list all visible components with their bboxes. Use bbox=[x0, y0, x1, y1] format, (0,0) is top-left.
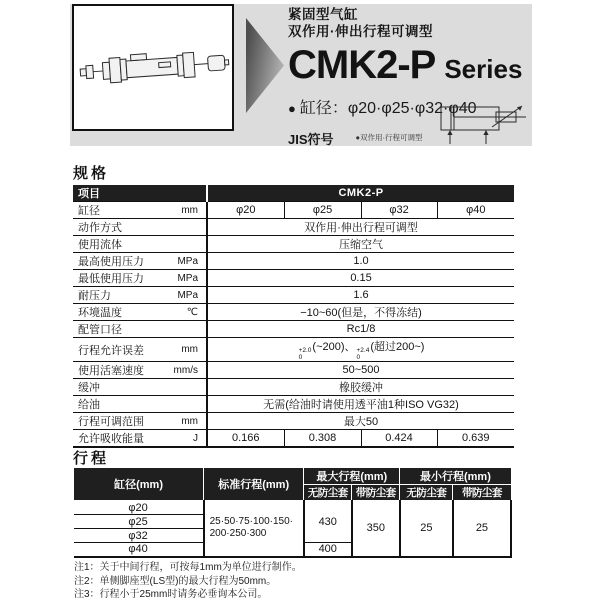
spec-value: 50~500 bbox=[207, 362, 514, 379]
spec-value: 1.0 bbox=[207, 253, 514, 270]
spec-row-cushion bbox=[73, 379, 514, 396]
jis-symbol-note: ●双作用·行程可调型 bbox=[355, 133, 423, 142]
spec-label: 最高使用压力 bbox=[78, 256, 144, 268]
spec-row-fluid bbox=[73, 236, 514, 253]
tolerance-range: (超过200~) bbox=[370, 341, 425, 353]
spec-value: φ32 bbox=[361, 202, 437, 219]
spec-value: 1.6 bbox=[207, 287, 514, 304]
spec-label: 环境温度 bbox=[78, 307, 122, 319]
stroke-bore-value: φ40 bbox=[74, 543, 204, 557]
spec-label: 使用活塞速度 bbox=[78, 365, 144, 377]
bore-sizes-text: 缸径：φ20·φ25·φ32·φ40 bbox=[299, 100, 477, 117]
spec-value: 最大50 bbox=[207, 413, 514, 430]
spec-label: 缓冲 bbox=[78, 382, 100, 394]
jis-symbol-label: JIS符号 bbox=[288, 132, 334, 147]
stroke-header-standard: 标准行程(mm) bbox=[204, 468, 304, 501]
spec-value: Rc1/8 bbox=[207, 321, 514, 338]
bullet-icon: ● bbox=[288, 101, 296, 116]
spec-value: φ20 bbox=[207, 202, 284, 219]
spec-label: 给油 bbox=[78, 399, 100, 411]
spec-label: 动作方式 bbox=[78, 222, 122, 234]
spec-section-title: 规格 bbox=[73, 165, 110, 182]
product-drawing-box bbox=[72, 4, 234, 131]
spec-row-stroke-tolerance bbox=[73, 338, 514, 362]
stroke-section-title: 行程 bbox=[73, 450, 110, 467]
spec-value: 0.15 bbox=[207, 270, 514, 287]
spec-value-tolerance bbox=[207, 338, 514, 362]
spec-value: φ40 bbox=[437, 202, 514, 219]
stroke-table bbox=[73, 467, 512, 558]
spec-unit: mm bbox=[181, 344, 198, 355]
spec-label: 耐压力 bbox=[78, 290, 111, 302]
series-title bbox=[288, 43, 534, 88]
spec-value: 0.639 bbox=[437, 430, 514, 448]
stroke-standard-values bbox=[204, 501, 304, 557]
spec-row-proof-pressure bbox=[73, 287, 514, 304]
spec-value: 压缩空气 bbox=[207, 236, 514, 253]
stroke-header-row1 bbox=[74, 468, 512, 485]
stroke-header-min: 最小行程(mm) bbox=[400, 468, 511, 485]
stroke-max-no-cover-40: 400 bbox=[304, 543, 352, 557]
stroke-bore-value: φ20 bbox=[74, 501, 204, 515]
spec-value: 橡胶缓冲 bbox=[207, 379, 514, 396]
stroke-header-bore: 缸径(mm) bbox=[74, 468, 204, 501]
spec-table bbox=[73, 185, 514, 448]
product-type-line2: 双作用·伸出行程可调型 bbox=[288, 23, 433, 39]
footnotes bbox=[74, 561, 302, 600]
footnote-3: 注3：行程小于25mm时请务必垂询本公司。 bbox=[74, 589, 268, 600]
spec-row-bore bbox=[73, 202, 514, 219]
product-type-line1: 紧固型气缸 bbox=[288, 7, 358, 22]
spec-row-lubrication bbox=[73, 396, 514, 413]
stroke-header-no-cover: 无防尘套 bbox=[400, 485, 453, 501]
cylinder-drawing-icon bbox=[74, 6, 232, 129]
series-name: CMK2-P bbox=[288, 43, 436, 87]
spec-row-adjust-range bbox=[73, 413, 514, 430]
spec-header-series: CMK2-P bbox=[207, 185, 514, 202]
stroke-standard-line2: 200·250·300 bbox=[209, 528, 267, 540]
spec-header-row bbox=[73, 185, 514, 202]
spec-unit: mm bbox=[181, 415, 198, 427]
stroke-bore-value: φ32 bbox=[74, 529, 204, 543]
spec-value: φ25 bbox=[284, 202, 361, 219]
spec-label: 缸径 bbox=[78, 205, 100, 217]
spec-label: 配管口径 bbox=[78, 324, 122, 336]
spec-unit: MPa bbox=[177, 255, 198, 267]
spec-row-ambient-temp bbox=[73, 304, 514, 321]
stroke-min-no-cover: 25 bbox=[400, 501, 453, 557]
tolerance-stack: +2.4 0 bbox=[356, 347, 370, 361]
stroke-header-with-cover: 带防尘套 bbox=[352, 485, 400, 501]
stroke-header-no-cover: 无防尘套 bbox=[304, 485, 352, 501]
stroke-bore-value: φ25 bbox=[74, 515, 204, 529]
spec-row-absorb-energy bbox=[73, 430, 514, 448]
spec-unit: mm/s bbox=[173, 364, 198, 376]
spec-value: 0.424 bbox=[361, 430, 437, 448]
tolerance-stack: +2.0 0 bbox=[298, 347, 312, 361]
spec-value: 无需(给油时请使用透平油1种ISO VG32) bbox=[207, 396, 514, 413]
tolerance-range: (~200)、 bbox=[312, 341, 356, 353]
spec-row-port-size bbox=[73, 321, 514, 338]
spec-row-max-pressure bbox=[73, 253, 514, 270]
spec-value: −10~60(但是，不得冻结) bbox=[207, 304, 514, 321]
spec-unit: MPa bbox=[177, 272, 198, 284]
stroke-header-with-cover: 带防尘套 bbox=[453, 485, 511, 501]
spec-value: 0.308 bbox=[284, 430, 361, 448]
spec-row-piston-speed bbox=[73, 362, 514, 379]
spec-row-action bbox=[73, 219, 514, 236]
stroke-row-20 bbox=[74, 501, 512, 515]
footnote-2: 注2：单侧脚座型(LS型)的最大行程为50mm。 bbox=[74, 575, 277, 587]
spec-unit: ℃ bbox=[186, 306, 198, 318]
spec-value: 双作用·伸出行程可调型 bbox=[207, 219, 514, 236]
stroke-max-with-cover: 350 bbox=[352, 501, 400, 557]
spec-label: 最低使用压力 bbox=[78, 273, 144, 285]
spec-row-min-pressure bbox=[73, 270, 514, 287]
stroke-min-with-cover: 25 bbox=[453, 501, 511, 557]
spec-label: 允许吸收能量 bbox=[78, 433, 144, 445]
spec-unit: mm bbox=[181, 204, 198, 216]
stroke-max-no-cover: 430 bbox=[304, 501, 352, 543]
stroke-standard-line1: 25·50·75·100·150· bbox=[209, 516, 294, 528]
footnote-1: 注1：关于中间行程，可按每1mm为单位进行制作。 bbox=[74, 562, 302, 573]
spec-label: 使用流体 bbox=[78, 239, 122, 251]
series-suffix: Series bbox=[444, 54, 523, 84]
spec-label: 行程允许误差 bbox=[78, 344, 144, 357]
spec-label: 行程可调范围 bbox=[78, 416, 144, 428]
spec-unit: MPa bbox=[177, 289, 198, 301]
spec-value: 0.166 bbox=[207, 430, 284, 448]
spec-header-item: 项目 bbox=[73, 185, 207, 202]
jis-symbol-diagram-icon bbox=[438, 100, 534, 146]
stroke-header-max: 最大行程(mm) bbox=[304, 468, 400, 485]
spec-unit: J bbox=[193, 432, 198, 444]
